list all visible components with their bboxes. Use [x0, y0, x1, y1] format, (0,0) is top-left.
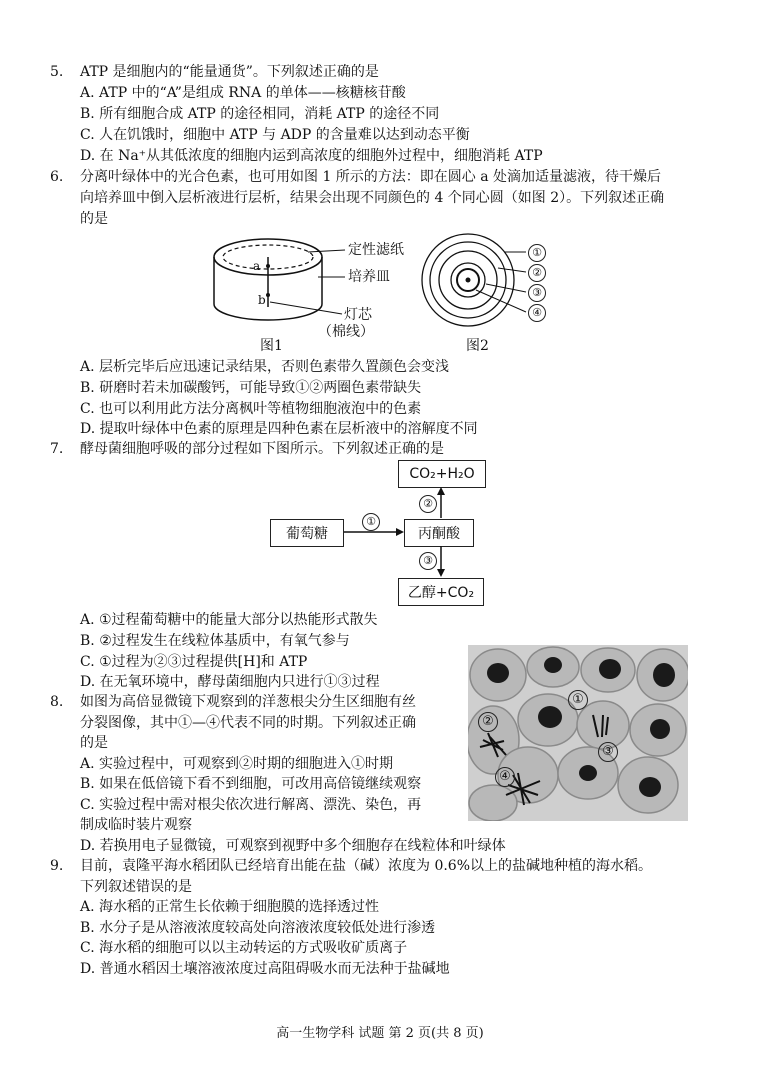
q6-stem-line3: 的是 — [80, 211, 108, 227]
q9-option-c: C. 海水稻的细胞可以以主动转运的方式吸收矿质离子 — [80, 940, 408, 956]
figure1-label-wick: 灯芯 — [344, 307, 372, 323]
diagram-arrows — [340, 484, 480, 580]
q5-option-b: B. 所有细胞合成 ATP 的途径相同，消耗 ATP 的途径不同 — [80, 106, 440, 122]
q6-option-a: A. 层析完毕后应迅速记录结果，否则色素带久置颜色会变浅 — [80, 359, 450, 375]
micrograph-label-1: ① — [568, 690, 588, 710]
figure2-ring-3: ③ — [528, 284, 546, 302]
figure2-ring-1: ① — [528, 244, 546, 262]
q6-option-d: D. 提取叶绿体中色素的原理是四种色素在层析液中的溶解度不同 — [80, 421, 478, 437]
q9-stem-line2: 下列叙述错误的是 — [80, 879, 192, 895]
q8-stem-line1: 如图为高倍显微镜下观察到的洋葱根尖分生区细胞有丝 — [80, 694, 416, 710]
q7-number: 7. — [50, 441, 64, 457]
q9-option-d: D. 普通水稻因土壤溶液浓度过高阻碍吸水而无法种于盐碱地 — [80, 961, 450, 977]
figure1-caption: 图1 — [260, 338, 283, 354]
q7-option-d: D. 在无氧环境中，酵母菌细胞内只进行①③过程 — [80, 674, 380, 690]
figure2-ring-4: ④ — [528, 304, 546, 322]
q8-stem-line2: 分裂图像，其中①—④代表不同的时期。下列叙述正确 — [80, 715, 416, 731]
q6-stem-line1: 分离叶绿体中的光合色素，也可用如图 1 所示的方法：即在圆心 a 处滴加适量滤液，待干燥后 — [80, 169, 662, 185]
q8-option-c-line2: 制成临时装片观察 — [80, 817, 192, 833]
figure2-caption: 图2 — [466, 338, 489, 354]
diagram-box-glucose: 葡萄糖 — [270, 519, 344, 547]
q7-option-a: A. ①过程葡萄糖中的能量大部分以热能形式散失 — [80, 612, 378, 628]
q6-option-c: C. 也可以利用此方法分离枫叶等植物细胞液泡中的色素 — [80, 401, 422, 417]
diagram-box-co2-h2o: CO₂+H₂O — [398, 460, 486, 488]
q8-number: 8. — [50, 694, 64, 710]
figure2-ring-2: ② — [528, 264, 546, 282]
q5-option-d: D. 在 Na⁺从其低浓度的细胞内运到高浓度的细胞外过程中，细胞消耗 ATP — [80, 148, 543, 164]
q6-option-b: B. 研磨时若未加碳酸钙，可能导致①②两圈色素带缺失 — [80, 380, 422, 396]
q9-option-b: B. 水分子是从溶液浓度较高处向溶液浓度较低处进行渗透 — [80, 920, 436, 936]
q8-option-b: B. 如果在低倍镜下看不到细胞，可改用高倍镜继续观察 — [80, 776, 422, 792]
q5-option-c: C. 人在饥饿时，细胞中 ATP 与 ADP 的含量难以达到动态平衡 — [80, 127, 470, 143]
q8-option-a: A. 实验过程中，可观察到②时期的细胞进入①时期 — [80, 756, 394, 772]
q9-stem-line1: 目前，袁隆平海水稻团队已经培育出能在盐（碱）浓度为 0.6%以上的盐碱地种植的海水稻。 — [80, 858, 653, 874]
q9-number: 9. — [50, 858, 64, 874]
diagram-step-2: ② — [419, 495, 437, 513]
q8-option-c-line1: C. 实验过程中需对根尖依次进行解离、漂洗、染色，再 — [80, 797, 422, 813]
q7-option-b: B. ②过程发生在线粒体基质中，有氧气参与 — [80, 633, 350, 649]
figure1-label-filter: 定性滤纸 — [348, 242, 404, 258]
q7-option-c: C. ①过程为②③过程提供[H]和 ATP — [80, 654, 308, 670]
q6-stem-line2: 向培养皿中倒入层析液进行层析，结果会出现不同颜色的 4 个同心圆（如图 2）。下列叙述正确 — [80, 190, 665, 206]
micrograph-label-3: ③ — [598, 742, 618, 762]
page-footer: 高一生物学科 试题 第 2 页(共 8 页) — [276, 1026, 484, 1041]
figure1-point-b: b — [258, 293, 266, 307]
q6-number: 6. — [50, 169, 64, 185]
q5-number: 5. — [50, 64, 64, 80]
q7-stem: 酵母菌细胞呼吸的部分过程如下图所示。下列叙述正确的是 — [80, 441, 444, 457]
figure1-label-wick-note: （棉线） — [318, 324, 374, 340]
q8-stem-line3: 的是 — [80, 735, 108, 751]
onion-root-tip-micrograph — [468, 645, 688, 821]
q5-stem: ATP 是细胞内的“能量通货”。下列叙述正确的是 — [80, 64, 379, 80]
diagram-step-3: ③ — [419, 552, 437, 570]
figure1-label-dish: 培养皿 — [348, 269, 390, 285]
diagram-box-ethanol-co2: 乙醇+CO₂ — [398, 578, 484, 606]
micrograph-label-2: ② — [478, 712, 498, 732]
diagram-step-1: ① — [362, 513, 380, 531]
figure2-concentric-rings — [418, 232, 528, 342]
micrograph-label-4: ④ — [495, 767, 515, 787]
figure1-point-a: a — [253, 259, 261, 273]
q9-option-a: A. 海水稻的正常生长依赖于细胞膜的选择透过性 — [80, 899, 380, 915]
diagram-box-pyruvate: 丙酮酸 — [404, 519, 474, 547]
q8-option-d: D. 若换用电子显微镜，可观察到视野中多个细胞存在线粒体和叶绿体 — [80, 838, 506, 854]
q5-option-a: A. ATP 中的“A”是组成 RNA 的单体——核糖核苷酸 — [80, 85, 406, 101]
